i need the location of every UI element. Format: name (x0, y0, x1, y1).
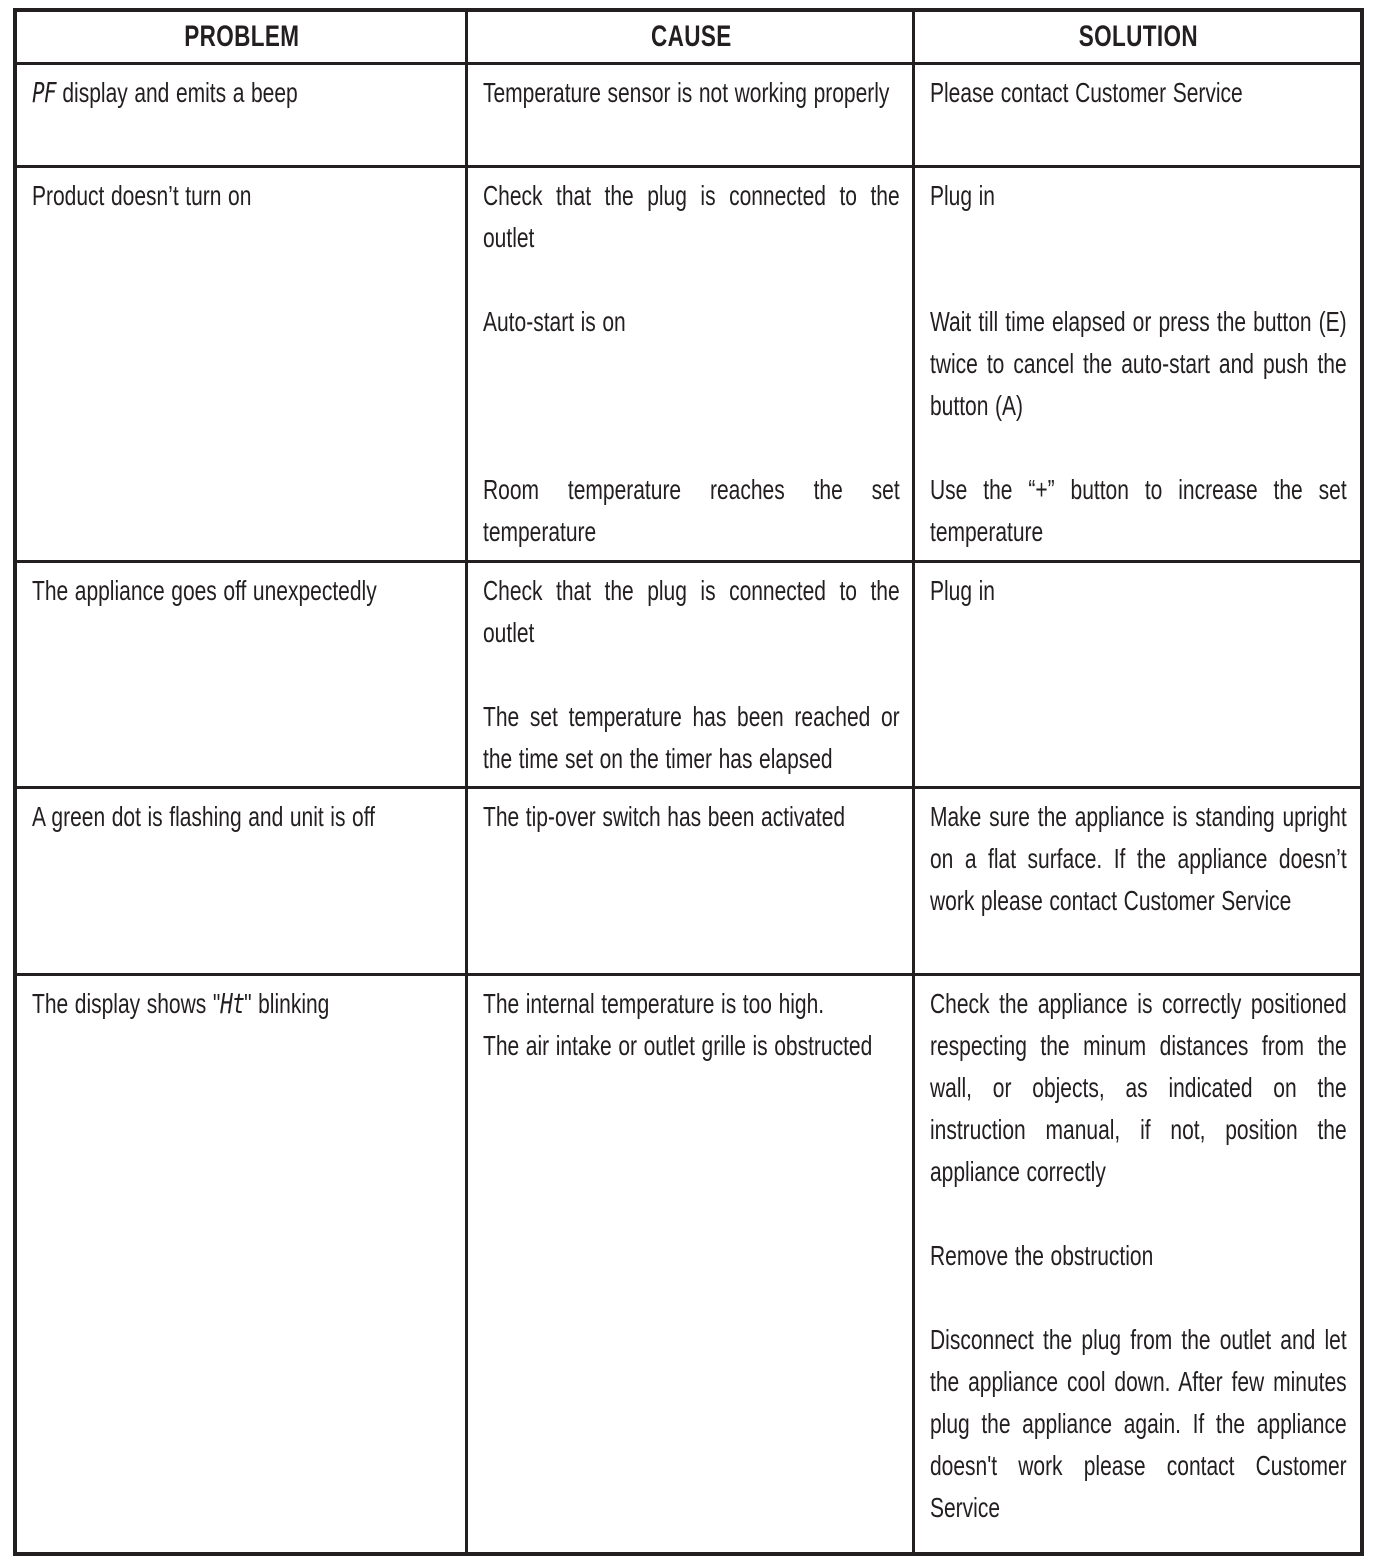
text-run: The tip-over switch has been activated (482, 801, 845, 832)
text-run: Room temperature reaches the set temperature (482, 474, 900, 547)
display-code-text: Ht (220, 987, 245, 1020)
text-run: Wait till time elapsed or press the button (E) twice to cancel the auto-start and push the button (A) (930, 306, 1348, 421)
text-run: Please contact Customer Service (930, 77, 1244, 108)
text-run: Check the appliance is correctly positioned respecting the minum distances from the wall, or objects, as indicated on the instruction manual, if not, position the appliance correctly (930, 988, 1348, 1187)
header-cell-problem (17, 12, 465, 62)
table-row (17, 973, 1360, 1552)
solution-cell (912, 976, 1360, 1552)
header-cause-label: CAUSE (650, 20, 732, 53)
text-run: Temperature sensor is not working properly (482, 77, 890, 108)
table-row (17, 786, 1360, 973)
problem-cell-text (32, 796, 452, 838)
text-run: Make sure the appliance is standing upright on a flat surface. If the appliance doesn’t work please contact Customer Service (930, 801, 1348, 916)
blank-line (483, 654, 900, 696)
blank-line (930, 1193, 1347, 1235)
blank-line (483, 427, 900, 469)
problem-cell (17, 563, 465, 786)
header-problem-label: PROBLEM (184, 20, 300, 53)
cause-cell (465, 168, 913, 560)
problem-cell (17, 789, 465, 973)
cause-cell-text (483, 796, 900, 838)
solution-cell-text (930, 796, 1347, 922)
cell-paragraph (930, 175, 1347, 217)
cause-cell (465, 65, 913, 165)
cell-paragraph (483, 570, 900, 654)
table-row (17, 62, 1360, 165)
cell-paragraph (32, 796, 452, 838)
cell-paragraph (483, 1025, 900, 1067)
cell-paragraph (32, 72, 452, 114)
solution-cell-text (930, 570, 1347, 612)
display-code-text: PF (32, 76, 56, 109)
cell-paragraph (32, 570, 452, 612)
cause-cell (465, 563, 913, 786)
text-run: Check that the plug is connected to the outlet (482, 575, 900, 648)
text-run: Auto-start is on (482, 306, 626, 337)
text-run: A green dot is flashing and unit is off (32, 801, 376, 832)
cell-paragraph (930, 301, 1347, 427)
text-run: The internal temperature is too high. (482, 988, 824, 1019)
text-run: Disconnect the plug from the outlet and let the appliance cool down. After few minutes plug the appliance again. If the appliance doesn't work please contact Customer Service (930, 1324, 1348, 1523)
solution-cell (912, 65, 1360, 165)
header-cell-solution (912, 12, 1360, 62)
problem-cell (17, 65, 465, 165)
blank-line (483, 259, 900, 301)
blank-line (930, 1277, 1347, 1319)
text-run: The air intake or outlet grille is obstructed (482, 1030, 872, 1061)
text-run: Remove the obstruction (930, 1240, 1154, 1271)
text-run: Plug in (930, 180, 996, 211)
table-header-row (17, 12, 1360, 62)
cell-paragraph (483, 175, 900, 259)
cell-paragraph (930, 570, 1347, 612)
cell-paragraph (32, 175, 452, 217)
header-solution-label: SOLUTION (1079, 20, 1199, 53)
cell-paragraph (930, 1319, 1347, 1529)
table-row (17, 165, 1360, 560)
text-run: Check that the plug is connected to the outlet (482, 180, 900, 253)
solution-cell-text (930, 175, 1347, 553)
cell-paragraph (930, 72, 1347, 114)
cause-cell-text (483, 175, 900, 553)
table-row (17, 560, 1360, 786)
cell-paragraph (32, 983, 452, 1025)
problem-cell-text (32, 72, 452, 114)
blank-line (930, 217, 1347, 259)
cell-paragraph (483, 696, 900, 780)
problem-cell-text (32, 983, 452, 1025)
problem-cell-text (32, 175, 452, 217)
problem-cell (17, 976, 465, 1552)
cause-cell-text (483, 72, 900, 114)
cell-paragraph (930, 469, 1347, 553)
text-run: " blinking (244, 988, 330, 1019)
text-run: display and emits a beep (55, 77, 298, 108)
solution-cell-text (930, 983, 1347, 1529)
header-cell-cause (465, 12, 913, 62)
cell-paragraph (930, 796, 1347, 922)
blank-line (483, 385, 900, 427)
cause-cell (465, 976, 913, 1552)
cell-paragraph (483, 983, 900, 1025)
cause-cell-text (483, 983, 900, 1067)
blank-line (930, 427, 1347, 469)
cell-paragraph (930, 983, 1347, 1193)
text-run: The display shows " (32, 988, 221, 1019)
problem-cell-text (32, 570, 452, 612)
text-run: Product doesn’t turn on (32, 180, 252, 211)
cell-paragraph (483, 796, 900, 838)
blank-line (483, 343, 900, 385)
solution-cell (912, 789, 1360, 973)
blank-line (930, 259, 1347, 301)
solution-cell (912, 563, 1360, 786)
cell-paragraph (483, 469, 900, 553)
solution-cell-text (930, 72, 1347, 114)
text-run: Plug in (930, 575, 996, 606)
text-run: The set temperature has been reached or the time set on the timer has elapsed (482, 701, 900, 774)
text-run: Use the “+” button to increase the set temperature (930, 474, 1348, 547)
cell-paragraph (483, 72, 900, 114)
problem-cell (17, 168, 465, 560)
cell-paragraph (930, 1235, 1347, 1277)
cell-paragraph (483, 301, 900, 343)
troubleshooting-table (13, 8, 1364, 1556)
cause-cell (465, 789, 913, 973)
cause-cell-text (483, 570, 900, 780)
text-run: The appliance goes off unexpectedly (32, 575, 377, 606)
solution-cell (912, 168, 1360, 560)
